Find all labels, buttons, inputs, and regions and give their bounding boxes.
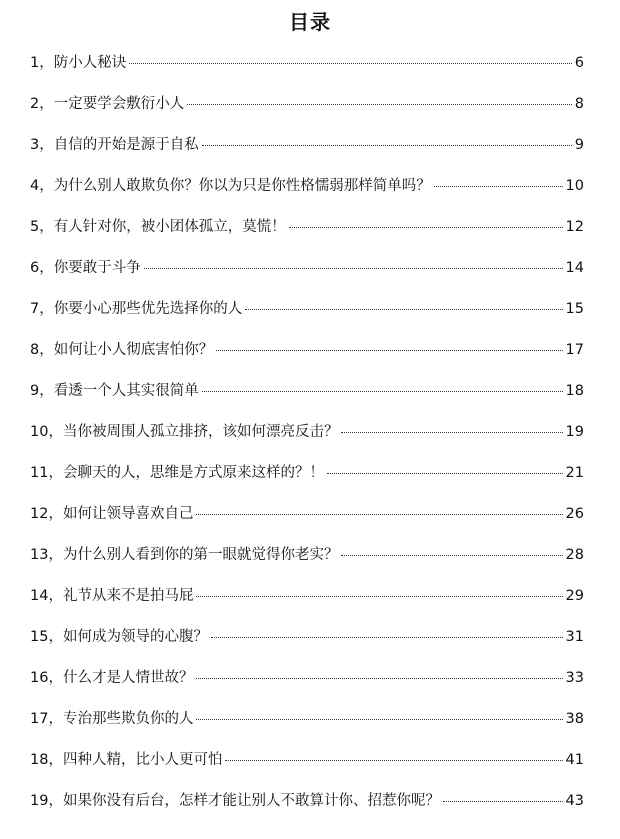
toc-entry-text: 19，如果你没有后台，怎样才能让别人不敢算计你、招惹你呢？ bbox=[30, 793, 440, 809]
toc-entry[interactable] bbox=[30, 339, 584, 380]
toc-dot-leader bbox=[144, 268, 563, 269]
toc-entry[interactable] bbox=[30, 134, 584, 175]
toc-entry-page-number: 28 bbox=[565, 547, 584, 563]
toc-entry-text: 14，礼节从来不是拍马屁 bbox=[30, 588, 194, 604]
toc-entry-page-number: 29 bbox=[565, 588, 584, 604]
toc-entry[interactable] bbox=[30, 544, 584, 585]
toc-entry[interactable] bbox=[30, 626, 584, 667]
toc-entry-text: 8，如何让小人彻底害怕你？ bbox=[30, 342, 214, 358]
toc-dot-leader bbox=[211, 637, 563, 638]
toc-entry[interactable] bbox=[30, 462, 584, 503]
toc-dot-leader bbox=[225, 760, 562, 761]
toc-entry-page-number: 14 bbox=[565, 260, 584, 276]
toc-entry-page-number: 17 bbox=[565, 342, 584, 358]
toc-entry-text: 7，你要小心那些优先选择你的人 bbox=[30, 301, 243, 317]
toc-dot-leader bbox=[196, 678, 562, 679]
toc-entry-text: 2，一定要学会敷衍小人 bbox=[30, 96, 185, 112]
toc-dot-leader bbox=[196, 596, 562, 597]
toc-entry-page-number: 19 bbox=[565, 424, 584, 440]
toc-dot-leader bbox=[202, 391, 563, 392]
toc-entry-page-number: 15 bbox=[565, 301, 584, 317]
toc-entry-text: 18，四种人精，比小人更可怕 bbox=[30, 752, 223, 768]
toc-entry-text: 16，什么才是人情世故？ bbox=[30, 670, 194, 686]
toc-entry-text: 11，会聊天的人，思维是方式原来这样的？！ bbox=[30, 465, 324, 481]
toc-entry-page-number: 31 bbox=[565, 629, 584, 645]
toc-dot-leader bbox=[196, 719, 562, 720]
toc-entry-page-number: 21 bbox=[565, 465, 584, 481]
toc-entry-page-number: 6 bbox=[574, 55, 584, 71]
toc-entry-text: 3，自信的开始是源于自私 bbox=[30, 137, 199, 153]
toc-entry-page-number: 26 bbox=[565, 506, 584, 522]
toc-entry[interactable] bbox=[30, 93, 584, 134]
toc-entry-text: 6，你要敢于斗争 bbox=[30, 260, 141, 276]
toc-dot-leader bbox=[327, 473, 563, 474]
toc-entry-text: 10，当你被周围人孤立排挤，该如何漂亮反击？ bbox=[30, 424, 339, 440]
toc-entry-text: 15，如何成为领导的心腹？ bbox=[30, 629, 208, 645]
toc-entry[interactable] bbox=[30, 216, 584, 257]
toc-entry[interactable] bbox=[30, 257, 584, 298]
toc-dot-leader bbox=[289, 227, 563, 228]
toc-entry[interactable] bbox=[30, 52, 584, 93]
toc-dot-leader bbox=[129, 63, 572, 64]
toc-entry-text: 9，看透一个人其实很简单 bbox=[30, 383, 199, 399]
toc-entry-page-number: 41 bbox=[565, 752, 584, 768]
toc-dot-leader bbox=[341, 555, 562, 556]
toc-entry[interactable] bbox=[30, 790, 584, 831]
toc-entry[interactable] bbox=[30, 708, 584, 749]
toc-entry-text: 12，如何让领导喜欢自己 bbox=[30, 506, 194, 522]
toc-dot-leader bbox=[187, 104, 572, 105]
toc-entry-page-number: 10 bbox=[565, 178, 584, 194]
toc-dot-leader bbox=[443, 801, 563, 802]
toc-entry[interactable] bbox=[30, 749, 584, 790]
toc-entry-page-number: 18 bbox=[565, 383, 584, 399]
toc-dot-leader bbox=[216, 350, 562, 351]
toc-list bbox=[30, 52, 584, 831]
toc-entry-text: 17，专治那些欺负你的人 bbox=[30, 711, 194, 727]
toc-dot-leader bbox=[202, 145, 572, 146]
toc-entry-page-number: 12 bbox=[565, 219, 584, 235]
toc-entry[interactable] bbox=[30, 585, 584, 626]
toc-entry-page-number: 33 bbox=[565, 670, 584, 686]
toc-entry[interactable] bbox=[30, 298, 584, 339]
toc-entry[interactable] bbox=[30, 380, 584, 421]
toc-entry-page-number: 9 bbox=[574, 137, 584, 153]
toc-entry-page-number: 38 bbox=[565, 711, 584, 727]
toc-dot-leader bbox=[196, 514, 562, 515]
toc-entry[interactable] bbox=[30, 503, 584, 544]
toc-entry-text: 4，为什么别人敢欺负你？你以为只是你性格懦弱那样简单吗？ bbox=[30, 178, 431, 194]
toc-entry-text: 1，防小人秘诀 bbox=[30, 55, 127, 71]
toc-entry[interactable] bbox=[30, 667, 584, 708]
toc-dot-leader bbox=[341, 432, 562, 433]
toc-dot-leader bbox=[434, 186, 563, 187]
toc-entry[interactable] bbox=[30, 421, 584, 462]
toc-entry-text: 13，为什么别人看到你的第一眼就觉得你老实？ bbox=[30, 547, 339, 563]
toc-title: 目录 bbox=[289, 10, 331, 34]
toc-entry-page-number: 8 bbox=[574, 96, 584, 112]
toc-entry-page-number: 43 bbox=[565, 793, 584, 809]
toc-dot-leader bbox=[245, 309, 562, 310]
toc-entry[interactable] bbox=[30, 175, 584, 216]
toc-entry-text: 5，有人针对你，被小团体孤立，莫慌！ bbox=[30, 219, 286, 235]
